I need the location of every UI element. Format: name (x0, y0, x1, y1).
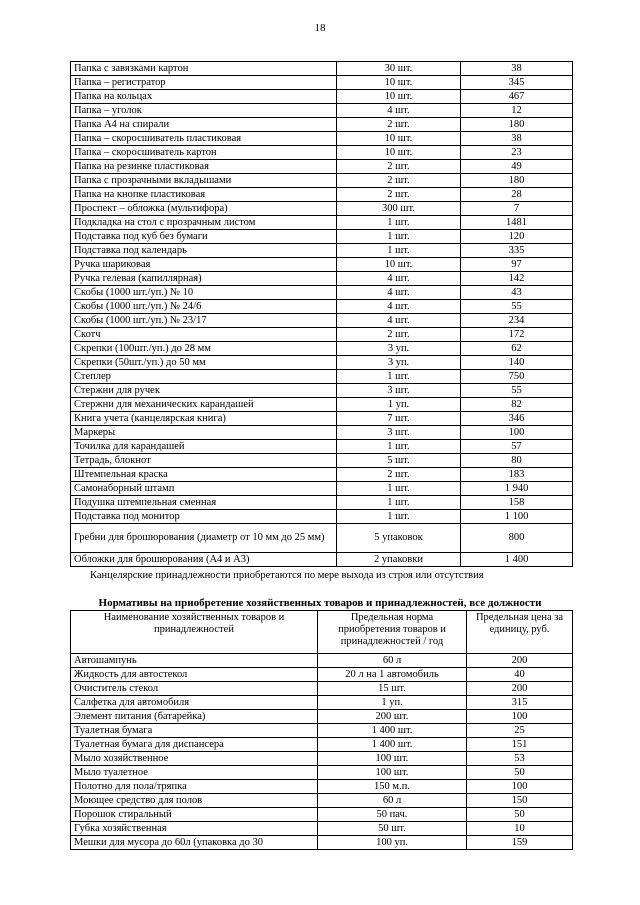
cell-quantity: 3 шт. (337, 426, 461, 440)
table-row (71, 202, 573, 216)
table-row (71, 524, 573, 553)
household-goods-table (70, 610, 573, 850)
cell-quantity: 200 шт. (318, 710, 467, 724)
table-row (71, 426, 573, 440)
cell-quantity: 1 400 шт. (318, 724, 467, 738)
cell-quantity: 2 шт. (337, 118, 461, 132)
cell-item-name: Скобы (1000 шт./уп.) № 23/17 (71, 314, 337, 328)
cell-price: 50 (467, 766, 573, 780)
cell-price: 25 (467, 724, 573, 738)
table-row (71, 440, 573, 454)
cell-quantity: 1 шт. (337, 482, 461, 496)
table-row (71, 300, 573, 314)
cell-quantity: 300 шт. (337, 202, 461, 216)
cell-price: 55 (461, 384, 573, 398)
cell-item-name: Скобы (1000 шт./уп.) № 24/6 (71, 300, 337, 314)
cell-quantity: 4 шт. (337, 272, 461, 286)
cell-quantity: 1 шт. (337, 216, 461, 230)
table-row (71, 328, 573, 342)
table-row (71, 244, 573, 258)
table-row (71, 668, 573, 682)
cell-item-name: Самонаборный штамп (71, 482, 337, 496)
cell-quantity: 30 шт. (337, 62, 461, 76)
cell-price: 38 (461, 62, 573, 76)
cell-item-name: Подставка под календарь (71, 244, 337, 258)
cell-item-name: Мыло хозяйственное (71, 752, 318, 766)
cell-price: 40 (467, 668, 573, 682)
table-row (71, 104, 573, 118)
cell-price: 346 (461, 412, 573, 426)
cell-quantity: 10 шт. (337, 90, 461, 104)
table-row (71, 342, 573, 356)
cell-quantity: 1 шт. (337, 510, 461, 524)
cell-price: 180 (461, 118, 573, 132)
header-cell-price: Предельная цена за единицу, руб. (467, 611, 573, 654)
cell-item-name: Скобы (1000 шт./уп.) № 10 (71, 286, 337, 300)
table-row (71, 710, 573, 724)
table-row (71, 90, 573, 104)
cell-item-name: Папка с прозрачными вкладышами (71, 174, 337, 188)
table-row (71, 370, 573, 384)
table-row (71, 62, 573, 76)
cell-item-name: Жидкость для автостекол (71, 668, 318, 682)
cell-quantity: 150 м.п. (318, 780, 467, 794)
cell-item-name: Точилка для карандашей (71, 440, 337, 454)
cell-price: 800 (461, 524, 573, 553)
cell-quantity: 7 шт. (337, 412, 461, 426)
cell-price: 7 (461, 202, 573, 216)
cell-item-name: Маркеры (71, 426, 337, 440)
cell-item-name: Подставка под куб без бумаги (71, 230, 337, 244)
cell-item-name: Стержни для ручек (71, 384, 337, 398)
cell-price: 12 (461, 104, 573, 118)
table-row (71, 696, 573, 710)
cell-price: 23 (461, 146, 573, 160)
cell-quantity: 2 шт. (337, 188, 461, 202)
cell-price: 183 (461, 468, 573, 482)
cell-quantity: 2 шт. (337, 468, 461, 482)
cell-price: 55 (461, 300, 573, 314)
cell-item-name: Ручка шариковая (71, 258, 337, 272)
table-row (71, 468, 573, 482)
cell-price: 142 (461, 272, 573, 286)
cell-quantity: 60 л (318, 654, 467, 668)
table-row (71, 752, 573, 766)
table-row (71, 286, 573, 300)
cell-price: 100 (467, 710, 573, 724)
cell-quantity: 10 шт. (337, 258, 461, 272)
cell-price: 100 (467, 780, 573, 794)
cell-item-name: Туалетная бумага для диспансера (71, 738, 318, 752)
cell-item-name: Папка – регистратор (71, 76, 337, 90)
cell-item-name: Туалетная бумага (71, 724, 318, 738)
cell-quantity: 1 шт. (337, 370, 461, 384)
cell-price: 28 (461, 188, 573, 202)
cell-quantity: 10 шт. (337, 146, 461, 160)
cell-quantity: 4 шт. (337, 104, 461, 118)
cell-quantity: 1 уп. (337, 398, 461, 412)
table-row (71, 174, 573, 188)
cell-quantity: 1 400 шт. (318, 738, 467, 752)
cell-quantity: 1 шт. (337, 230, 461, 244)
cell-price: 49 (461, 160, 573, 174)
table-row (71, 258, 573, 272)
cell-item-name: Ручка гелевая (капиллярная) (71, 272, 337, 286)
table-row (71, 496, 573, 510)
table-row (71, 356, 573, 370)
table-row (71, 454, 573, 468)
cell-price: 180 (461, 174, 573, 188)
cell-price: 120 (461, 230, 573, 244)
cell-item-name: Книга учета (канцелярская книга) (71, 412, 337, 426)
cell-item-name: Папка на кнопке пластиковая (71, 188, 337, 202)
cell-quantity: 3 шт. (337, 384, 461, 398)
cell-quantity: 20 л на 1 автомобиль (318, 668, 467, 682)
cell-price: 150 (467, 794, 573, 808)
table-row (71, 146, 573, 160)
table-header-row (71, 611, 573, 654)
cell-price: 43 (461, 286, 573, 300)
cell-item-name: Стержни для механических карандашей (71, 398, 337, 412)
cell-price: 140 (461, 356, 573, 370)
cell-item-name: Подкладка на стол с прозрачным листом (71, 216, 337, 230)
table-row (71, 822, 573, 836)
cell-quantity: 10 шт. (337, 76, 461, 90)
cell-item-name: Проспект – обложка (мультифора) (71, 202, 337, 216)
cell-quantity: 5 шт. (337, 454, 461, 468)
table-row (71, 118, 573, 132)
cell-quantity: 2 упаковки (337, 553, 461, 567)
table-row (71, 836, 573, 850)
cell-item-name: Подушка штемпельная сменная (71, 496, 337, 510)
cell-quantity: 2 шт. (337, 328, 461, 342)
table-row (71, 230, 573, 244)
table-row (71, 780, 573, 794)
cell-price: 80 (461, 454, 573, 468)
cell-price: 315 (467, 696, 573, 710)
cell-item-name: Папка на кольцах (71, 90, 337, 104)
cell-price: 234 (461, 314, 573, 328)
cell-price: 200 (467, 654, 573, 668)
cell-item-name: Гребни для брошюрования (диаметр от 10 мм до 25 мм) (71, 524, 337, 553)
cell-price: 200 (467, 682, 573, 696)
table-row (71, 412, 573, 426)
cell-price: 151 (467, 738, 573, 752)
cell-item-name: Скрепки (50шт./уп.) до 50 мм (71, 356, 337, 370)
cell-price: 1 100 (461, 510, 573, 524)
table-row (71, 724, 573, 738)
cell-quantity: 2 шт. (337, 174, 461, 188)
cell-price: 57 (461, 440, 573, 454)
table-row (71, 314, 573, 328)
cell-item-name: Мыло туалетное (71, 766, 318, 780)
cell-item-name: Моющее средство для полов (71, 794, 318, 808)
cell-quantity: 50 шт. (318, 822, 467, 836)
cell-item-name: Папка на резинке пластиковая (71, 160, 337, 174)
table-row (71, 384, 573, 398)
page-number: 18 (314, 22, 326, 34)
cell-price: 100 (461, 426, 573, 440)
cell-quantity: 5 упаковок (337, 524, 461, 553)
cell-price: 50 (467, 808, 573, 822)
cell-price: 750 (461, 370, 573, 384)
cell-price: 53 (467, 752, 573, 766)
cell-item-name: Мешки для мусора до 60л (упаковка до 30 (71, 836, 318, 850)
cell-item-name: Очиститель стекол (71, 682, 318, 696)
table-row (71, 654, 573, 668)
cell-item-name: Папка – уголок (71, 104, 337, 118)
cell-quantity: 4 шт. (337, 314, 461, 328)
table-row (71, 132, 573, 146)
cell-item-name: Скотч (71, 328, 337, 342)
header-cell-norm: Предельная норма приобретения товаров и принадлежностей / год (318, 611, 467, 654)
table-row (71, 76, 573, 90)
cell-item-name: Тетрадь, блокнот (71, 454, 337, 468)
header-cell-name: Наименование хозяйственных товаров и принадлежностей (71, 611, 318, 654)
cell-quantity: 1 шт. (337, 244, 461, 258)
cell-quantity: 15 шт. (318, 682, 467, 696)
cell-price: 159 (467, 836, 573, 850)
table-row (71, 553, 573, 567)
stationery-note: Канцелярские принадлежности приобретаются по мере выхода из строя или отсутствия (90, 570, 484, 581)
cell-item-name: Папка с завязками картон (71, 62, 337, 76)
cell-item-name: Папка – скоросшиватель картон (71, 146, 337, 160)
cell-item-name: Папка А4 на спирали (71, 118, 337, 132)
cell-quantity: 4 шт. (337, 286, 461, 300)
table-row (71, 160, 573, 174)
cell-price: 1481 (461, 216, 573, 230)
cell-item-name: Обложки для брошюрования (А4 и А3) (71, 553, 337, 567)
cell-item-name: Папка – скоросшиватель пластиковая (71, 132, 337, 146)
cell-item-name: Элемент питания (батарейка) (71, 710, 318, 724)
table-row (71, 808, 573, 822)
section-title: Нормативы на приобретение хозяйственных товаров и принадлежностей, все должности (98, 597, 542, 609)
cell-quantity: 1 шт. (337, 496, 461, 510)
table-row (71, 682, 573, 696)
cell-price: 97 (461, 258, 573, 272)
table-row (71, 272, 573, 286)
cell-price: 82 (461, 398, 573, 412)
table-row (71, 482, 573, 496)
table-row (71, 766, 573, 780)
table-row (71, 794, 573, 808)
table-row (71, 738, 573, 752)
cell-quantity: 1 уп. (318, 696, 467, 710)
stationery-table (70, 61, 573, 567)
cell-quantity: 100 шт. (318, 752, 467, 766)
cell-item-name: Степлер (71, 370, 337, 384)
cell-quantity: 10 шт. (337, 132, 461, 146)
cell-item-name: Подставка под монитор (71, 510, 337, 524)
table-row (71, 510, 573, 524)
cell-quantity: 50 пач. (318, 808, 467, 822)
cell-quantity: 100 шт. (318, 766, 467, 780)
cell-price: 1 400 (461, 553, 573, 567)
cell-item-name: Штемпельная краска (71, 468, 337, 482)
cell-quantity: 3 уп. (337, 356, 461, 370)
cell-item-name: Губка хозяйственная (71, 822, 318, 836)
cell-price: 467 (461, 90, 573, 104)
cell-price: 158 (461, 496, 573, 510)
cell-item-name: Полотно для пола/тряпка (71, 780, 318, 794)
cell-item-name: Автошампунь (71, 654, 318, 668)
cell-price: 10 (467, 822, 573, 836)
cell-price: 38 (461, 132, 573, 146)
cell-item-name: Салфетка для автомобиля (71, 696, 318, 710)
cell-item-name: Порошок стиральный (71, 808, 318, 822)
cell-price: 172 (461, 328, 573, 342)
cell-price: 62 (461, 342, 573, 356)
cell-quantity: 100 уп. (318, 836, 467, 850)
cell-price: 345 (461, 76, 573, 90)
cell-quantity: 2 шт. (337, 160, 461, 174)
table-row (71, 188, 573, 202)
cell-quantity: 60 л (318, 794, 467, 808)
table-row (71, 398, 573, 412)
cell-quantity: 4 шт. (337, 300, 461, 314)
cell-price: 1 940 (461, 482, 573, 496)
cell-quantity: 1 шт. (337, 440, 461, 454)
table-row (71, 216, 573, 230)
cell-quantity: 3 уп. (337, 342, 461, 356)
cell-price: 335 (461, 244, 573, 258)
cell-item-name: Скрепки (100шт./уп.) до 28 мм (71, 342, 337, 356)
